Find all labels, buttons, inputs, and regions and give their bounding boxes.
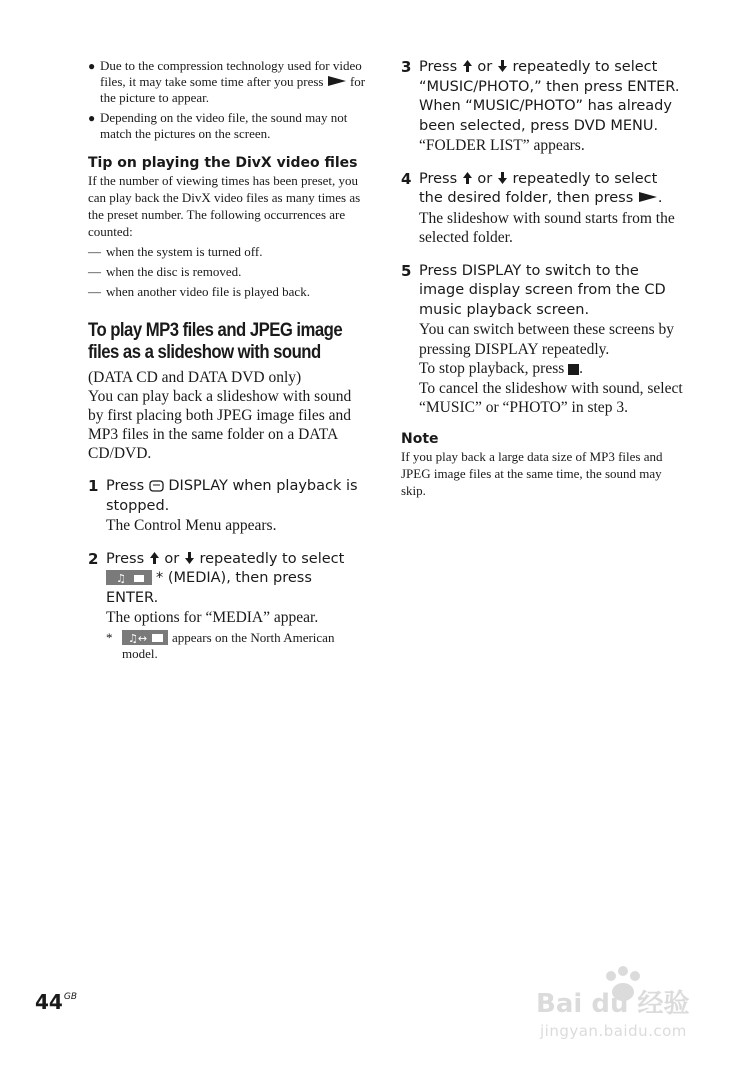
step-number: 3: [401, 58, 412, 76]
footnote: * ♫↔ appears on the North American model.: [106, 629, 335, 661]
section-intro: You can play back a slideshow with sound by first placing both JPEG image files and MP3 files in the same folder on a DATA CD/DVD.: [88, 388, 352, 462]
display-button-icon: [149, 480, 164, 492]
svg-text:Bai du 经验: Bai du 经验: [536, 989, 690, 1019]
note-heading: Note: [401, 430, 439, 447]
note-body: If you play back a large data size of MP3 files and JPEG image files at the same time, the sound may skip.: [401, 448, 663, 498]
right-column: [401, 58, 683, 499]
bullet-text: Due to the compression technology used for video files, it may take some time after you press: [100, 58, 362, 89]
svg-text:♫: ♫: [116, 572, 126, 585]
step-1: 1 Press DISPLAY when playback is stopped. The Control Menu appears.: [88, 477, 368, 536]
baidu-watermark: [536, 962, 716, 1052]
play-icon: [327, 75, 347, 87]
tip-item: — when another video file is played back.: [88, 284, 310, 299]
section-intro-scope: (DATA CD and DATA DVD only): [88, 369, 302, 386]
step-2: 2 Press or repeatedly to select ♫ * (MEDIA), then press ENTER. The options for “MEDIA” appear. * ♫↔ appears on the North American model.: [88, 550, 368, 662]
tip-item: — when the disc is removed.: [88, 264, 242, 279]
step-number: 4: [401, 169, 412, 188]
tip-heading: Tip on playing the DivX video files: [88, 155, 358, 171]
music-photo-icon: [122, 630, 168, 645]
bullet-compression: [88, 58, 368, 106]
up-arrow-icon: [462, 60, 473, 72]
play-icon: [638, 191, 658, 203]
step-result: “FOLDER LIST” appears.: [419, 137, 585, 154]
down-arrow-icon: [497, 172, 508, 184]
down-arrow-icon: [184, 552, 195, 564]
baidu-paw-logo: [536, 962, 716, 1022]
watermark-url: jingyan.baidu.com: [540, 1022, 687, 1040]
tip-body: If the number of viewing times has been preset, you can play back the DivX video files as many times as the preset number. The following occurrences are counted:: [88, 173, 361, 239]
stop-instruction: To stop playback, press: [419, 360, 565, 377]
page-number: $44^{GB}$: [35, 990, 77, 1014]
media-icon: [106, 570, 152, 585]
step-result: You can switch between these screens by pressing DISPLAY repeatedly.: [419, 321, 674, 358]
bullet-text-cont: for the picture to appear.: [100, 74, 366, 105]
step-result: The slideshow with sound starts from the selected folder.: [419, 209, 675, 246]
step-result: The Control Menu appears.: [106, 517, 277, 534]
left-column: [88, 58, 368, 662]
bullet-dot-icon: ●: [88, 59, 96, 73]
up-arrow-icon: [149, 552, 160, 564]
step-number: 2: [88, 549, 99, 568]
tip-item: — when the system is turned off.: [88, 244, 263, 259]
down-arrow-icon: [497, 60, 508, 72]
section-title: To play MP3 files and JPEG image files as a slideshow with sound: [88, 320, 343, 363]
up-arrow-icon: [462, 172, 473, 184]
step-number: 1: [88, 477, 99, 495]
bullet-text: Depending on the video file, the sound may not match the pictures on the screen.: [100, 110, 348, 141]
step-result: The options for “MEDIA” appear.: [106, 609, 319, 626]
stop-icon: [568, 364, 579, 375]
svg-text:♫↔: ♫↔: [128, 631, 148, 645]
step-4: 4 Press or repeatedly to select the desired folder, then press . The slideshow with sound starts from the selected folder.: [401, 170, 683, 248]
step-action: Press DISPLAY to switch to the image display screen from the CD music playback screen.: [419, 262, 666, 318]
step-3: 3 Press or repeatedly to select “MUSIC/PHOTO,” then press ENTER. When “MUSIC/PHOTO” has already been selected, press DVD MENU. “FOLDER LIST” appears.: [401, 58, 683, 156]
cancel-instruction: To cancel the slideshow with sound, select “MUSIC” or “PHOTO” in step 3.: [419, 379, 683, 416]
step-number: 5: [401, 261, 412, 280]
step-5: 5 Press DISPLAY to switch to the image display screen from the CD music playback screen. You can switch between these screens by pressing DISPLAY repeatedly. To stop playback, press . To cancel the slideshow with sound, select “MUSIC” or “PHOTO” in step 3.: [401, 261, 683, 416]
bullet-sound: [88, 110, 368, 142]
bullet-dot-icon: ●: [88, 111, 96, 125]
